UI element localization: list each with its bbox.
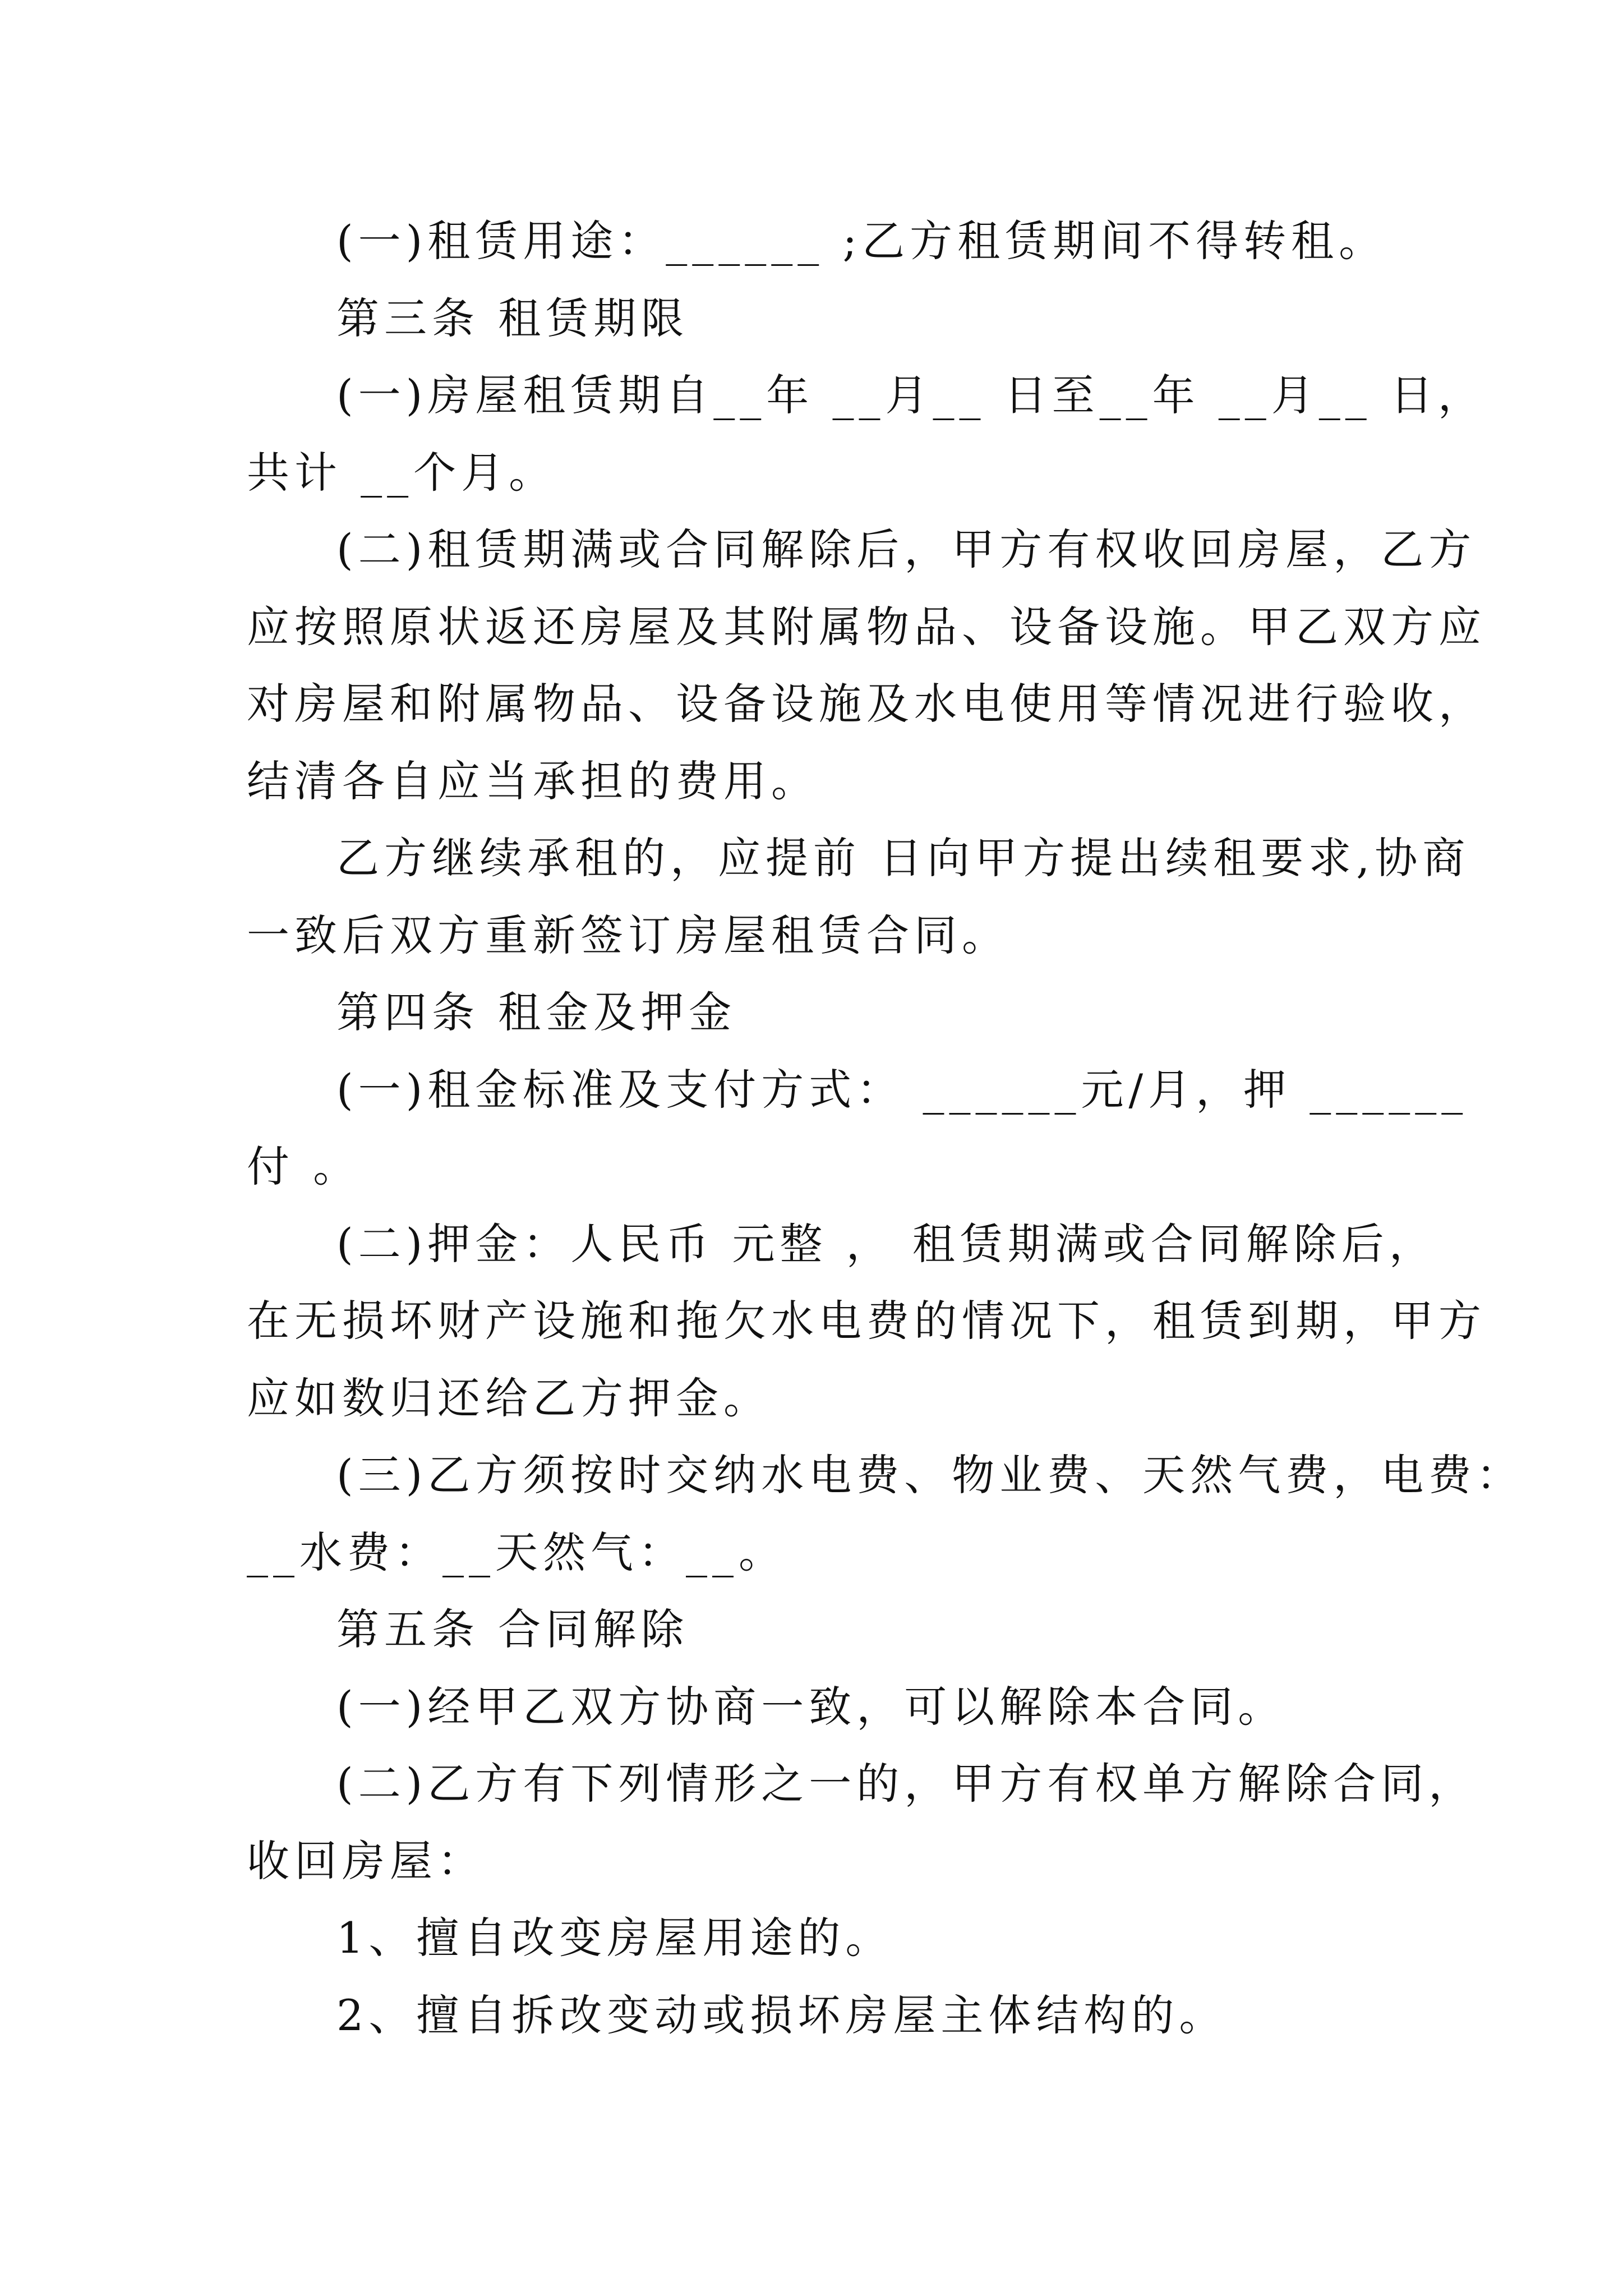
text-line: 乙方继续承租的，应提前 日向甲方提出续租要求,协商 bbox=[336, 833, 1470, 883]
section-heading: 第三条 租赁期限 bbox=[336, 293, 689, 343]
list-item: 2、擅自拆改变动或损坏房屋主体结构的。 bbox=[336, 1990, 1227, 2040]
text-line: 在无损坏财产设施和拖欠水电费的情况下，租赁到期，甲方 bbox=[247, 1296, 1486, 1346]
text-line: (二)乙方有下列情形之一的，甲方有权单方解除合同， bbox=[336, 1759, 1477, 1809]
text-line: 结清各自应当承担的费用。 bbox=[247, 756, 819, 806]
text-line: 共计 __个月。 bbox=[247, 448, 557, 498]
text-line: 应按照原状返还房屋及其附属物品、设备设施。甲乙双方应 bbox=[247, 602, 1486, 652]
text-line: 对房屋和附属物品、设备设施及水电使用等情况进行验收， bbox=[247, 679, 1486, 729]
text-line: 付 。 bbox=[247, 1142, 361, 1191]
text-line: (一)租赁用途：______ ;乙方租赁期间不得转租。 bbox=[336, 216, 1387, 266]
text-line: (一)租金标准及支付方式： ______元/月，押 ______ bbox=[336, 1065, 1468, 1115]
text-line: __水费：__天然气：__。 bbox=[247, 1527, 786, 1577]
text-line: 一致后双方重新签订房屋租赁合同。 bbox=[247, 910, 1009, 960]
section-heading: 第四条 租金及押金 bbox=[336, 987, 737, 1037]
text-line: (一)房屋租赁期自__年 __月__ 日至__年 __月__ 日， bbox=[336, 370, 1486, 420]
text-line: (一)经甲乙双方协商一致，可以解除本合同。 bbox=[336, 1682, 1286, 1732]
section-heading: 第五条 合同解除 bbox=[336, 1604, 689, 1654]
text-line: (二)押金：人民币 元整 ， 租赁期满或合同解除后， bbox=[336, 1219, 1437, 1269]
text-line: (三)乙方须按时交纳水电费、物业费、天然气费，电费： bbox=[336, 1450, 1524, 1500]
text-line: (二)租赁期满或合同解除后，甲方有权收回房屋，乙方 bbox=[336, 524, 1477, 574]
text-line: 应如数归还给乙方押金。 bbox=[247, 1373, 771, 1423]
text-line: 收回房屋： bbox=[247, 1836, 485, 1886]
list-item: 1、擅自改变房屋用途的。 bbox=[336, 1913, 893, 1963]
